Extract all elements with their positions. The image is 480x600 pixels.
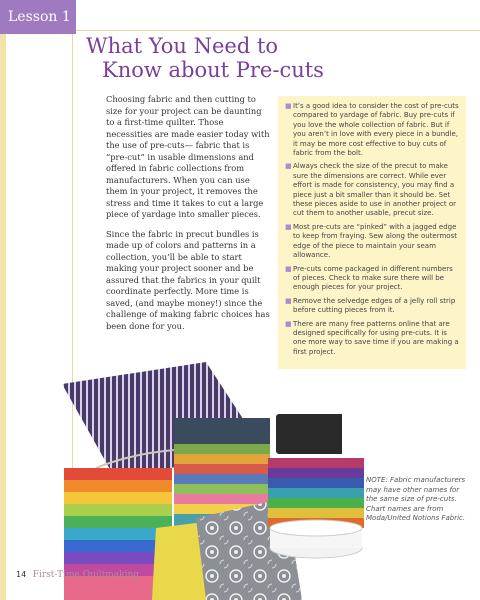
- body-paragraph: Since the fabric in precut bundles is made up of colors and patterns in a collection, you’ll be able to start making your project sooner and be assured that the fabrics in your quilt coordinate perfectly. More time is saved, (and maybe money!) since the challenge of making fabric choices has been done for you.: [106, 228, 270, 331]
- jelly-roll-tin: [268, 414, 364, 558]
- tip-text: Always check the size of the precut to make sure the dimensions are correct. While ever effort is made for consistency, you may find a piece just a bit smaller than it should be. Set these pieces aside to use in another project or cut them to another usable, precut size.: [293, 162, 456, 218]
- page-title: [86, 34, 466, 82]
- tip-text: Pre-cuts come packaged in different numbers of pieces. Check to make sure there will be enough pieces for your project.: [293, 264, 453, 292]
- lesson-tab: Lesson 1: [0, 0, 76, 34]
- body-paragraph: Choosing fabric and then cutting to size for your project can be daunting to a first-time quilter. Those necessities are made easier today with the use of pre-cuts— fabric that is “pre-cut” in usable dimensions and offered in fabric collections from manufacturers. When you can use them in your project, it removes the stress and time it takes to cut a large piece of yardage into smaller pieces.: [106, 94, 270, 219]
- tip-item: [284, 297, 460, 316]
- left-accent-bar: [0, 0, 6, 600]
- page-title-line-1: What You Need to: [86, 34, 279, 58]
- note-text: NOTE: Fabric manufacturers may have other names for the same size of pre-cuts. Chart names are from Moda/United Notions Fabric.: [366, 476, 466, 522]
- book-title: First-Time Quiltmaking: [32, 570, 140, 580]
- tips-list: [284, 102, 460, 357]
- tip-item: [284, 102, 460, 158]
- bullet-icon: ■: [285, 102, 292, 110]
- tip-item: [284, 265, 460, 293]
- margin-rule-horizontal: [72, 30, 480, 31]
- bullet-icon: ■: [285, 222, 292, 231]
- page-number: 14: [16, 570, 27, 579]
- tips-box: [278, 96, 466, 369]
- fabric-precuts-photo: [56, 348, 366, 600]
- bullet-icon: ■: [285, 296, 292, 305]
- page-footer: [16, 570, 139, 580]
- bullet-icon: ■: [285, 319, 292, 328]
- page-title-line-2: Know about Pre-cuts: [102, 58, 324, 82]
- tip-text: Remove the selvedge edges of a jelly roll strip before cutting pieces from it.: [293, 296, 456, 315]
- tip-text: Most pre-cuts are “pinked” with a jagged edge to keep from fraying. Sew along the outermost edge of the piece to maintain your seam allowance.: [293, 222, 457, 260]
- tip-item: [284, 223, 460, 261]
- bullet-icon: ■: [285, 264, 292, 273]
- body-text: [106, 94, 272, 340]
- tip-text: It’s a good idea to consider the cost of pre-cuts compared to yardage of fabric. Buy pre-cuts if you love the whole collection of fabric. But if you aren’t in love with every piece in a bundle, it may be more cost effective to buy cuts of fabric from the bolt.: [293, 102, 459, 158]
- tip-item: [284, 162, 460, 218]
- tip-text: There are many free patterns online that are designed specifically for using pre-cuts. It is one more way to save time if you are making a first project.: [293, 319, 459, 356]
- bullet-icon: ■: [285, 162, 292, 171]
